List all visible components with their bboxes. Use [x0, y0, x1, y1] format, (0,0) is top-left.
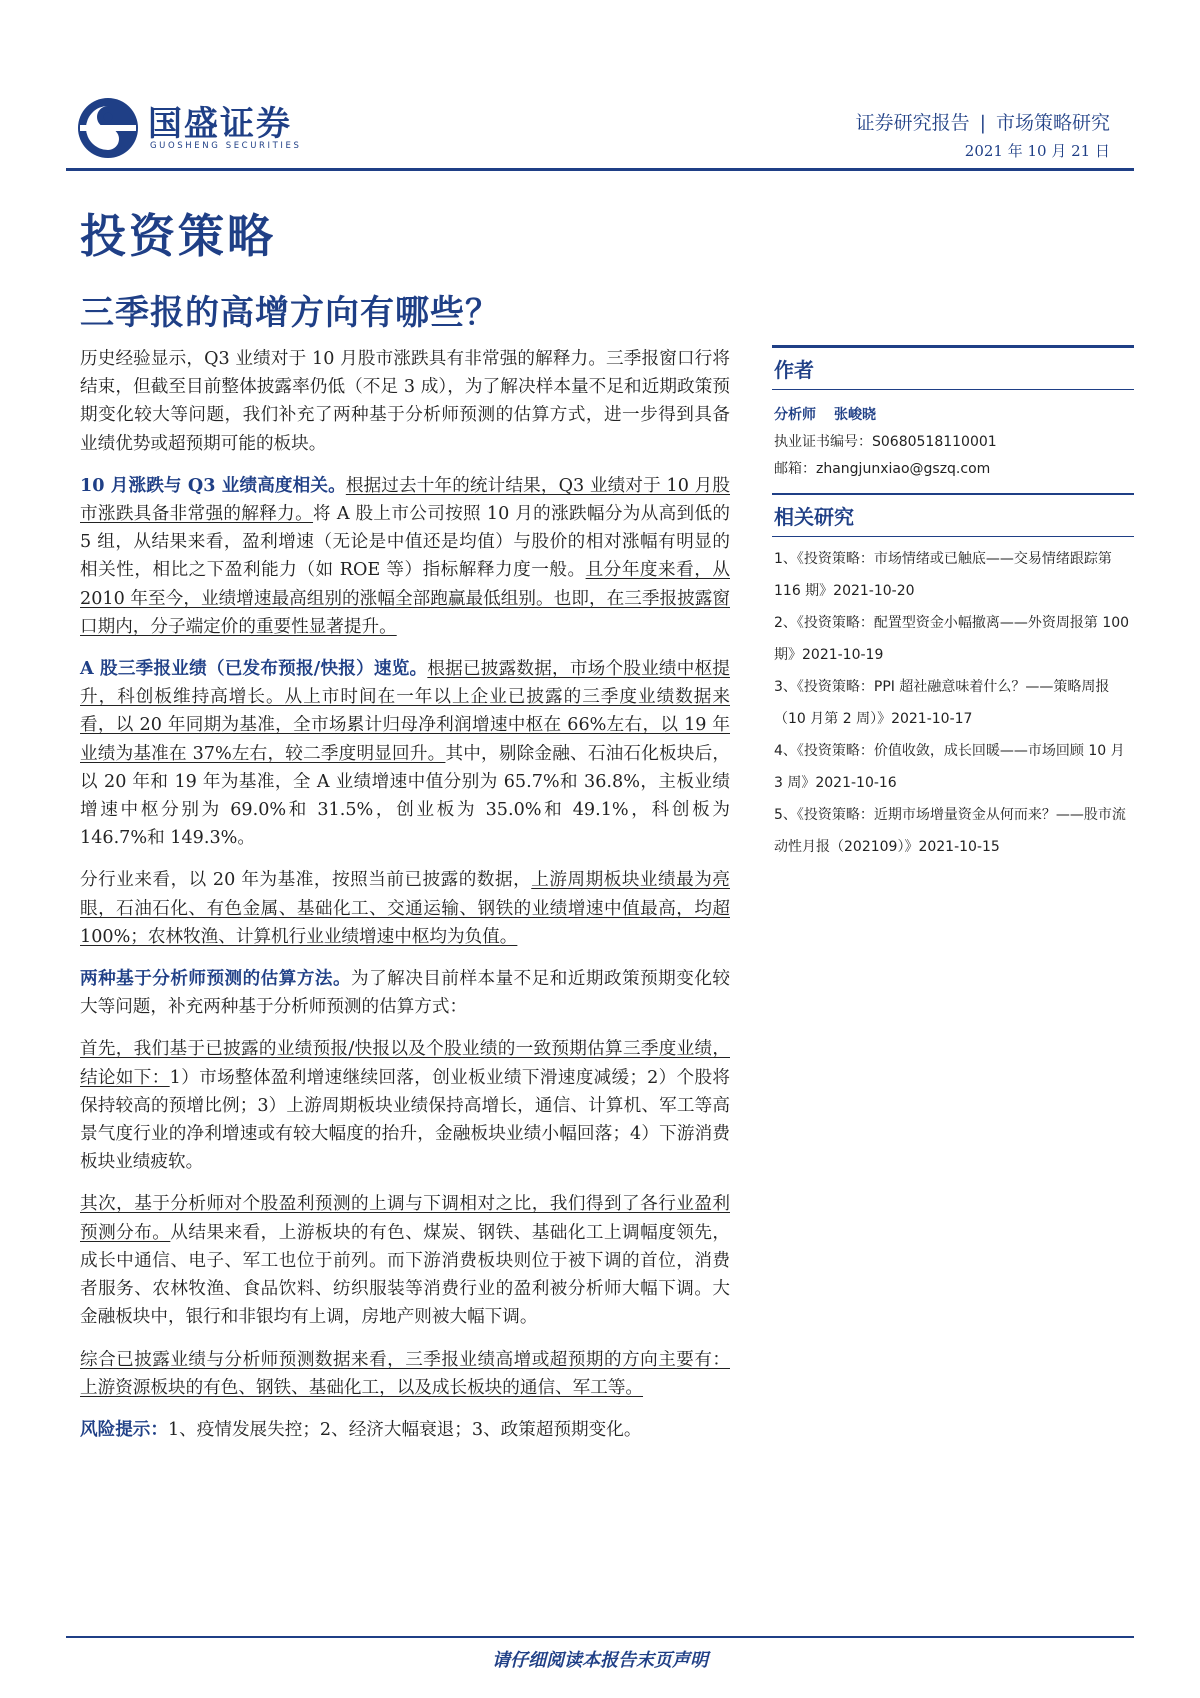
paragraph-methods	[80, 965, 730, 1021]
paragraph-text: 将 A 股上市公司按照 10 月的涨跌幅分为从高到低的 5 组，从结果来看，盈利增速（无论是中值还是均值）与股价的相对涨幅有明显的相关性，相比之下盈利能力（如 ROE 等）指标解释力度一般。	[80, 504, 730, 581]
analyst-row	[774, 402, 1134, 429]
paragraph-intro: 历史经验显示，Q3 业绩对于 10 月股市涨跌具有非常强的解释力。三季报窗口行将结束，但截至目前整体披露率仍低（不足 3 成），为了解决样本量不足和近期政策预期变化较大等问题，我们补充了两种基于分析师预测的估算方式，进一步得到具备业绩优势或超预期可能的板块。	[80, 349, 730, 454]
main-body	[80, 345, 730, 1458]
paragraph-october-correlation	[80, 472, 730, 641]
header-divider	[66, 168, 1134, 171]
related-research-heading: 相关研究	[772, 493, 1134, 537]
analyst-info	[774, 402, 1134, 483]
underlined-text: 根据过去十年的统计结果，Q3 业绩对于 10 月股市涨跌具备非常强的解释力。	[80, 475, 730, 525]
report-date: 2021 年 10 月 21 日	[964, 142, 1110, 160]
underlined-text: 综合已披露业绩与分析师预测数据来看，三季报业绩高增或超预期的方向主要有：上游资源板块的有色、钢铁、基础化工，以及成长板块的通信、军工等。	[80, 1349, 730, 1398]
category-right: 市场策略研究	[995, 112, 1110, 134]
underlined-text: 首先，我们基于已披露的业绩预报/快报以及个股业绩的一致预期估算三季度业绩，结论如下：	[80, 1039, 730, 1088]
paragraph-text: 其中，剔除金融、石油石化板块后，以 20 年和 19 年为基准，全 A 业绩增速中值分别为 65.7%和 36.8%，主板业绩增速中枢分别为 69.0%和 31.5%，创业板为 35.0%和 49.1%，科创板为 146.7%和 149.3%。	[80, 743, 730, 849]
paragraph-text: 1）市场整体盈利增速继续回落，创业板业绩下滑速度减缓；2）个股将保持较高的预增比例；3）上游周期板块业绩保持高增长，通信、计算机、军工等高景气度行业的净利增速或有较大幅度的抬升，金融板块业绩小幅回落；4）下游消费板块业绩疲软。	[80, 1067, 730, 1173]
paragraph-heading: 两种基于分析师预测的估算方法。	[80, 968, 352, 990]
paragraph-risk	[80, 1416, 730, 1444]
paragraph-heading: A 股三季报业绩（已发布预报/快报）速览。	[80, 658, 428, 680]
footer-notice: 请仔细阅读本报告末页声明	[492, 1650, 708, 1671]
paragraph-heading: 10 月涨跌与 Q3 业绩高度相关。	[80, 474, 346, 496]
logo-english-name: GUOSHENG SECURITIES	[150, 141, 302, 151]
paragraph-text: 1、疫情发展失控；2、经济大幅衰退；3、政策超预期变化。	[167, 1419, 642, 1440]
paragraph-industry	[80, 866, 730, 951]
related-item[interactable]: 3、《投资策略：PPI 超社融意味着什么？——策略周报（10 月第 2 周）》2021-10-17	[774, 679, 1110, 727]
related-item[interactable]: 4、《投资策略：价值收敛，成长回暖——市场回顾 10 月 3 周》2021-10-16	[774, 743, 1125, 791]
paragraph-text: 为了解决目前样本量不足和近期政策预期变化较大等问题，补充两种基于分析师预测的估算方式：	[80, 969, 730, 1018]
paragraph-q3-overview	[80, 655, 730, 852]
page-title: 三季报的高增方向有哪些？	[80, 293, 500, 333]
underlined-text: 且分年度来看，从 2010 年至今，业绩增速最高组别的涨幅全部跑赢最低组别。也即，在三季报披露窗口期内，分子端定价的重要性显著提升。	[80, 560, 730, 637]
category-separator: |	[979, 112, 986, 134]
document-type: 投资策略	[80, 209, 276, 263]
sidebar	[772, 345, 1134, 863]
underlined-text: 上游周期板块业绩最为亮眼，石油石化、有色金属、基础化工、交通运输、钢铁的业绩增速中值最高，均超 100%；农林牧渔、计算机行业业绩增速中枢均为负值。	[80, 870, 730, 947]
analyst-email[interactable]: 邮箱：zhangjunxiao@gszq.com	[774, 461, 991, 477]
report-category	[856, 108, 1110, 135]
analyst-label: 分析师	[774, 407, 816, 423]
risk-heading: 风险提示：	[80, 1418, 168, 1440]
related-item[interactable]: 1、《投资策略：市场情绪或已触底——交易情绪跟踪第 116 期》2021-10-20	[774, 551, 1112, 599]
logo-chinese-name: 国盛证券	[148, 104, 292, 144]
company-logo-icon	[76, 96, 140, 160]
related-item[interactable]: 5、《投资策略：近期市场增量资金从何而来？——股市流动性月报（202109）》2021-10-15	[774, 807, 1126, 855]
paragraph-text: 分行业来看，以 20 年为基准，按照当前已披露的数据，	[80, 870, 532, 891]
paragraph-method-two	[80, 1190, 730, 1331]
paragraph-method-one	[80, 1035, 730, 1176]
author-heading: 作者	[772, 345, 1134, 390]
analyst-name: 张峻晓	[834, 407, 876, 423]
category-left: 证券研究报告	[855, 112, 970, 134]
underlined-text: 其次，基于分析师对个股盈利预测的上调与下调相对之比，我们得到了各行业盈利预测分布。	[80, 1194, 730, 1243]
related-item[interactable]: 2、《投资策略：配置型资金小幅撤离——外资周报第 100 期》2021-10-19	[774, 615, 1130, 663]
paragraph-conclusion	[80, 1346, 730, 1402]
footer-divider	[66, 1636, 1134, 1638]
underlined-text: 根据已披露数据，市场个股业绩中枢提升，科创板维持高增长。从上市时间在一年以上企业已披露的三季度业绩数据来看，以 20 年同期为基准，全市场累计归母净利润增速中枢在 66%左右，以 19 年业绩为基准在 37%左右，较二季度明显回升。	[80, 659, 730, 764]
related-research-list	[772, 543, 1134, 863]
paragraph-text: 从结果来看，上游板块的有色、煤炭、钢铁、基础化工上调幅度领先，成长中通信、电子、军工也位于前列。而下游消费板块则位于被下调的首位，消费者服务、农林牧渔、食品饮料、纺织服装等消费行业的盈利被分析师大幅下调。大金融板块中，银行和非银均有上调，房地产则被大幅下调。	[80, 1222, 730, 1328]
analyst-cert: 执业证书编号：S0680518110001	[774, 434, 997, 450]
